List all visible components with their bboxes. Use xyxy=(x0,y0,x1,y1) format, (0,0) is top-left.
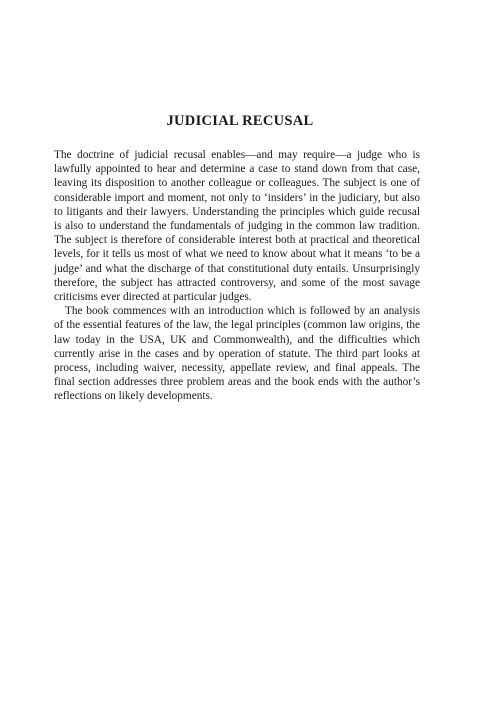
paragraph-2: The book commences with an introduction which is followed by an analysis of the essential features of the law, the legal principles (common law origins, the law today in the USA, UK and Commonwealth), and the difficulties which currently arise in the cases and by operation of statute. The third part looks at process, including waiver, necessity, appellate review, and final appeals. The final section addresses three problem areas and the book ends with the author’s reflections on likely developments. xyxy=(54,305,420,403)
paragraph-1: The doctrine of judicial recusal enables—and may require—a judge who is lawfully appointed to hear and determine a case to stand down from that case, leaving its disposition to another colleague or colleagues. The subject is one of considerable import and moment, not only to ‘insiders’ in the judiciary, but also to litigants and their lawyers. Understanding the principles which guide recusal is also to understand the fundamentals of judging in the common law tradition. The subject is therefore of considerable interest both at practical and theoretical levels, for it tells us most of what we need to know about what it means ‘to be a judge’ and what the discharge of that constitutional duty entails. Unsurprisingly therefore, the subject has attracted controversy, and some of the most savage criticisms ever directed at particular judges. xyxy=(54,149,420,304)
page-title: JUDICIAL RECUSAL xyxy=(166,113,314,129)
blurb-text xyxy=(54,148,420,404)
